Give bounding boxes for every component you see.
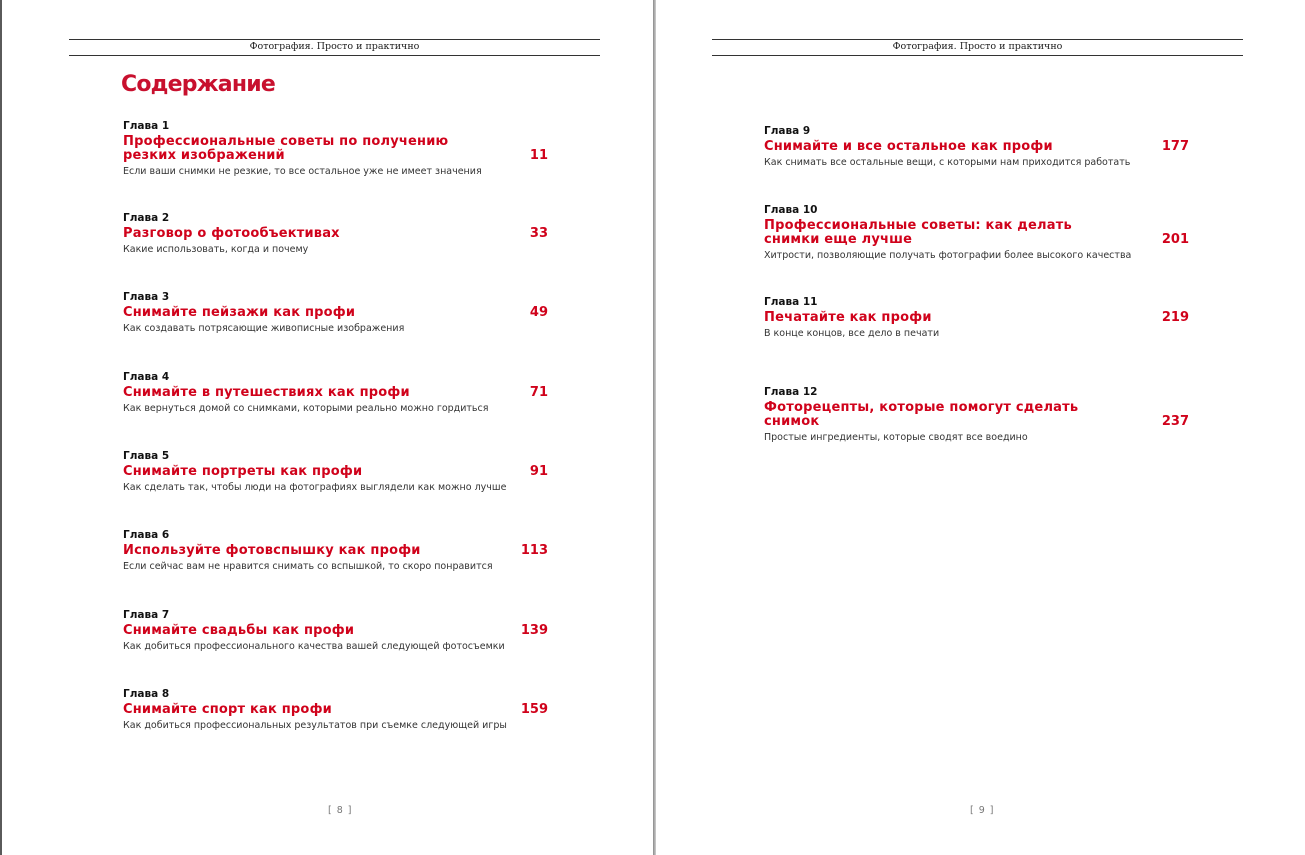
chapter-description: Хитрости, позволяющие получать фотографии более высокого качества bbox=[764, 250, 1132, 261]
chapter-title-link[interactable]: Фоторецепты, которые помогут сделать снимок bbox=[764, 400, 1079, 429]
chapter-label: Глава 10 bbox=[764, 204, 818, 216]
toc-entry[interactable] bbox=[764, 204, 1189, 262]
chapter-description: Как вернуться домой со снимками, которыми реально можно гордиться bbox=[123, 403, 489, 414]
chapter-description: Как сделать так, чтобы люди на фотографиях выглядели как можно лучше bbox=[123, 482, 507, 493]
chapter-page-number[interactable]: 201 bbox=[1161, 232, 1189, 247]
chapter-label: Глава 2 bbox=[123, 212, 170, 224]
chapter-label: Глава 1 bbox=[123, 120, 170, 132]
chapter-label: Глава 7 bbox=[123, 609, 170, 621]
toc-entry[interactable] bbox=[123, 120, 548, 178]
chapter-title-link[interactable]: Снимайте спорт как профи bbox=[123, 702, 332, 717]
chapter-page-number[interactable]: 91 bbox=[529, 464, 548, 479]
chapter-label: Глава 12 bbox=[764, 386, 818, 398]
left-page bbox=[2, 0, 653, 855]
chapter-title-link[interactable]: Снимайте и все остальное как профи bbox=[764, 139, 1053, 154]
chapter-description: Если сейчас вам не нравится снимать со вспышкой, то скоро понравится bbox=[123, 561, 493, 572]
chapter-page-number[interactable]: 11 bbox=[529, 148, 548, 163]
chapter-page-number[interactable]: 49 bbox=[529, 305, 548, 320]
chapter-description: Как снимать все остальные вещи, с которыми нам приходится работать bbox=[764, 157, 1131, 168]
toc-entry[interactable] bbox=[764, 125, 1189, 169]
toc-entry[interactable] bbox=[123, 688, 548, 732]
page-title: Содержание bbox=[121, 72, 275, 97]
chapter-page-number[interactable]: 177 bbox=[1161, 139, 1189, 154]
right-page bbox=[656, 0, 1305, 855]
chapter-page-number[interactable]: 113 bbox=[520, 543, 548, 558]
chapter-description: Простые ингредиенты, которые сводят все воедино bbox=[764, 432, 1028, 443]
chapter-page-number[interactable]: 33 bbox=[529, 226, 548, 241]
chapter-page-number[interactable]: 159 bbox=[520, 702, 548, 717]
chapter-title-link[interactable]: Снимайте портреты как профи bbox=[123, 464, 363, 479]
page-number-left: [ 8 ] bbox=[328, 805, 353, 816]
toc-entry[interactable] bbox=[123, 291, 548, 335]
toc-entry[interactable] bbox=[123, 450, 548, 494]
toc-entry[interactable] bbox=[123, 212, 548, 256]
chapter-description: Если ваши снимки не резкие, то все остальное уже не имеет значения bbox=[123, 166, 482, 177]
chapter-title-link[interactable]: Печатайте как профи bbox=[764, 310, 932, 325]
chapter-title-link[interactable]: Снимайте в путешествиях как профи bbox=[123, 385, 410, 400]
chapter-page-number[interactable]: 139 bbox=[520, 623, 548, 638]
chapter-title-link[interactable]: Используйте фотовспышку как профи bbox=[123, 543, 421, 558]
chapter-title-link[interactable]: Профессиональные советы: как делать снимки еще лучше bbox=[764, 218, 1072, 247]
page-number-right: [ 9 ] bbox=[970, 805, 995, 816]
chapter-page-number[interactable]: 237 bbox=[1161, 414, 1189, 429]
toc-entry[interactable] bbox=[764, 296, 1189, 340]
running-head-right: Фотография. Просто и практично bbox=[712, 39, 1243, 56]
chapter-label: Глава 8 bbox=[123, 688, 170, 700]
chapter-title-link[interactable]: Снимайте пейзажи как профи bbox=[123, 305, 356, 320]
chapter-page-number[interactable]: 219 bbox=[1161, 310, 1189, 325]
chapter-title-link[interactable]: Снимайте свадьбы как профи bbox=[123, 623, 355, 638]
chapter-description: Какие использовать, когда и почему bbox=[123, 244, 309, 255]
chapter-description: Как создавать потрясающие живописные изображения bbox=[123, 323, 405, 334]
chapter-label: Глава 11 bbox=[764, 296, 818, 308]
chapter-page-number[interactable]: 71 bbox=[529, 385, 548, 400]
toc-entry[interactable] bbox=[123, 529, 548, 573]
chapter-title-link[interactable]: Профессиональные советы по получению резких изображений bbox=[123, 134, 449, 163]
toc-entry[interactable] bbox=[123, 371, 548, 415]
chapter-label: Глава 9 bbox=[764, 125, 811, 137]
running-head-left: Фотография. Просто и практично bbox=[69, 39, 600, 56]
toc-entry[interactable] bbox=[123, 609, 548, 653]
chapter-description: В конце концов, все дело в печати bbox=[764, 328, 940, 339]
chapter-label: Глава 3 bbox=[123, 291, 170, 303]
chapter-description: Как добиться профессионального качества вашей следующей фотосъемки bbox=[123, 641, 505, 652]
chapter-label: Глава 4 bbox=[123, 371, 170, 383]
chapter-label: Глава 6 bbox=[123, 529, 170, 541]
chapter-title-link[interactable]: Разговор о фотообъективах bbox=[123, 226, 340, 241]
chapter-label: Глава 5 bbox=[123, 450, 170, 462]
chapter-description: Как добиться профессиональных результатов при съемке следующей игры bbox=[123, 720, 507, 731]
toc-entry[interactable] bbox=[764, 386, 1189, 444]
